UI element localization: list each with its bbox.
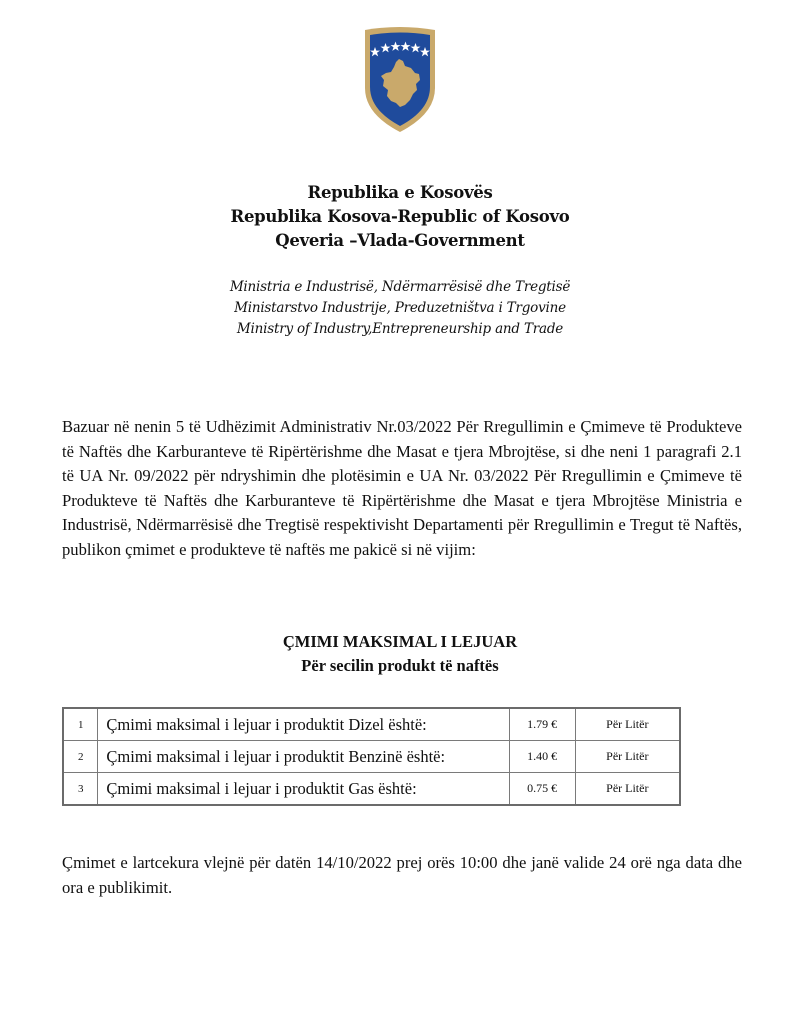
product-price: 1.40 € [509,741,575,773]
product-description: Çmimi maksimal i lejuar i produktit Dizel është: [98,708,509,741]
row-number: 3 [63,773,98,806]
ministry-line-al: Ministria e Industrisë, Ndërmarrësisë dhe Tregtisë [229,279,571,295]
row-number: 1 [63,708,98,741]
kosovo-coat-of-arms-icon [361,26,439,134]
price-unit: Për Litër [575,708,680,741]
closing-paragraph: Çmimet e lartcekura vlejnë për datën 14/10/2022 prej orës 10:00 dhe janë valide 24 orë nga data dhe ora e publikimit. [62,853,742,897]
section-heading [0,630,800,678]
header-line-government: Qeveria –Vlada-Government [275,231,525,250]
price-unit: Për Litër [575,741,680,773]
header-line-republic-multi: Republika Kosova-Republic of Kosovo [230,207,570,226]
table-row [63,741,680,773]
product-price: 0.75 € [509,773,575,806]
product-description: Çmimi maksimal i lejuar i produktit Benzinë është: [98,741,509,773]
ministry-line-en: Ministry of Industry,Entrepreneurship and Trade [236,321,564,337]
section-subtitle: Për secilin produkt të naftës [301,656,499,675]
intro-paragraph: Bazuar në nenin 5 të Udhëzimit Administrativ Nr.03/2022 Për Rregullimin e Çmimeve të Produkteve të Naftës dhe Karburanteve të Ripërtërishme dhe Masat e tjera Mbrojtëse, si dhe neni 1 paragrafi 2.1 të UA Nr. 09/2022 për ndryshimin dhe plotësimin e UA Nr. 03/2022 Për Rregullimin e Çmimeve të Produkteve të Naftës dhe Karburanteve të Ripërtërishme dhe Masat e tjera Mbrojtëse Ministria e Industrisë, Ndërmarrësisë dhe Tregtisë respektivisht Departamenti për Rregullimin e Tregut të Naftës, publikon çmimet e produkteve të naftës me pakicë si në vijim: [62,417,742,559]
government-header [0,181,800,253]
header-line-republic-al: Republika e Kosovës [307,183,493,202]
price-table [62,707,681,806]
table-row [63,773,680,806]
table-row [63,708,680,741]
price-unit: Për Litër [575,773,680,806]
section-title: ÇMIMI MAKSIMAL I LEJUAR [282,632,518,651]
ministry-line-sr: Ministarstvo Industrije, Preduzetništva i Trgovine [234,300,566,316]
product-price: 1.79 € [509,708,575,741]
ministry-header [0,277,800,340]
row-number: 2 [63,741,98,773]
product-description: Çmimi maksimal i lejuar i produktit Gas është: [98,773,509,806]
